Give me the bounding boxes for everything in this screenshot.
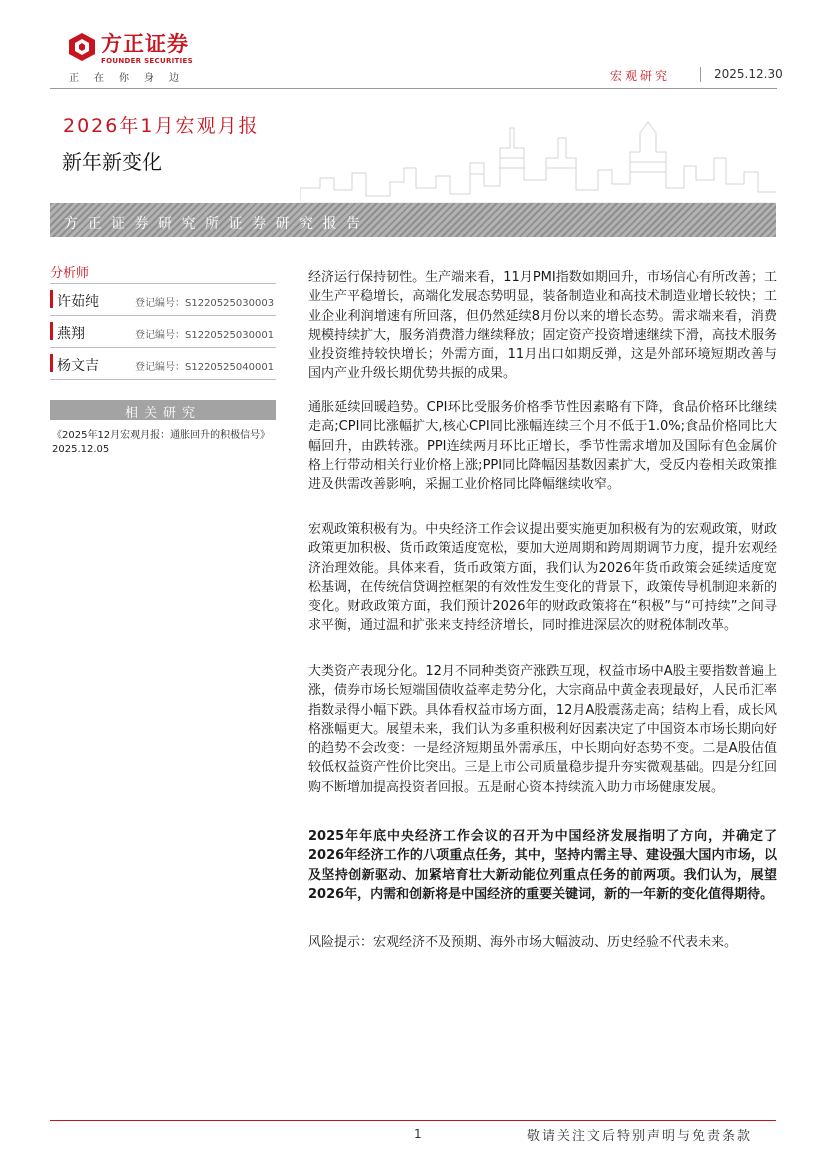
header-divider bbox=[50, 88, 777, 89]
related-research-title: 相关研究 bbox=[124, 406, 201, 421]
analyst-divider bbox=[50, 379, 276, 380]
analyst-name: 许茹纯 bbox=[57, 294, 99, 310]
analyst-divider bbox=[50, 315, 276, 316]
analyst-registration: 登记编号：S1220525040001 bbox=[135, 362, 275, 373]
analyst-name: 杨文吉 bbox=[57, 358, 99, 374]
report-title: 2026年1月宏观月报 bbox=[63, 115, 260, 137]
analyst-name: 燕翔 bbox=[57, 326, 85, 342]
analyst-marker bbox=[50, 354, 53, 372]
analyst-marker bbox=[50, 322, 53, 340]
analyst-section-title: 分析师 bbox=[50, 266, 90, 281]
analyst-divider bbox=[50, 283, 276, 284]
disclaimer-link[interactable]: 敬请关注文后特别声明与免责条款 bbox=[527, 1129, 753, 1144]
report-subtitle: 新年新变化 bbox=[62, 150, 162, 174]
city-skyline-decoration bbox=[300, 118, 776, 204]
paragraph-conclusion: 2025年年底中央经济工作会议的召开为中国经济发展指明了方向，并确定了2026年经济工作的八项重点任务，其中，坚持内需主导、建设强大国内市场，以及坚持创新驱动、加紧培育壮大新动能位列重点任务的前两项。我们认为，展望2026年，内需和创新将是中国经济的重要关键词，新的一年新的变化值得期待。 bbox=[308, 829, 777, 902]
footer-divider bbox=[50, 1120, 776, 1121]
risk-warning: 风险提示：宏观经济不及预期、海外市场大幅波动、历史经验不代表未来。 bbox=[308, 935, 738, 950]
logo-text-cn: 方正证券 bbox=[101, 32, 189, 56]
paragraph-policy: 宏观政策积极有为。中央经济工作会议提出要实施更加积极有为的宏观政策，财政政策更加积极、货币政策适度宽松，要加大逆周期和跨周期调节力度，提升宏观经济治理效能。具体来看，货币政策方面，我们认为2026年货币政策会延续适度宽松基调，在传统信贷调控框架的有效性发生变化的背景下，政策传导机制迎来新的变化。财政政策方面，我们预计2026年的财政政策将在“积极”与“可持续”之间寻求平衡，通过温和扩张来支持经济增长，同时推进深层次的财税体制改革。 bbox=[308, 522, 777, 634]
logo-text-en: FOUNDER SECURITIES bbox=[101, 57, 193, 65]
analyst-divider bbox=[50, 347, 276, 348]
related-research-link[interactable]: 《2025年12月宏观月报：通胀回升的积极信号》2025.12.05 bbox=[52, 430, 271, 455]
analyst-registration: 登记编号：S1220525030001 bbox=[135, 330, 275, 341]
report-category: 宏观研究 bbox=[610, 69, 671, 83]
analyst-marker bbox=[50, 290, 53, 308]
slogan: 正在你身边 bbox=[69, 73, 194, 84]
report-date: 2025.12.30 bbox=[714, 67, 783, 81]
founder-logo-icon bbox=[67, 32, 97, 62]
analyst-registration: 登记编号：S1220525030003 bbox=[135, 298, 275, 309]
paragraph-economy: 经济运行保持韧性。生产端来看，11月PMI指数如期回升，市场信心有所改善；工业生产平稳增长，高端化发展态势明显，装备制造业和高技术制造业增长较快；工业企业利润增速有所回落，但仍然延续8月份以来的增长态势。需求端来看，消费规模持续扩大，服务消费潜力继续释放；固定资产投资增速继续下滑，高技术服务业投资维持较快增长；外需方面，11月出口如期反弹，这是外部环境短期改善与国内产业升级长期优势共振的成果。 bbox=[308, 270, 777, 382]
paragraph-inflation: 通胀延续回暖趋势。CPI环比受服务价格季节性因素略有下降，食品价格环比继续走高;CPI同比涨幅扩大,核心CPI同比涨幅连续三个月不低于1.0%;食品价格同比大幅回升，由跌转涨。PPI连续两月环比正增长，季节性需求增加及国际有色金属价格上行带动相关行业价格上涨;PPI同比降幅因基数因素扩大，受反内卷相关政策推进及供需改善影响，采掘工业价格同比降幅继续收窄。 bbox=[308, 400, 777, 493]
band-text: 方正证券研究所证券研究报告 bbox=[64, 216, 370, 232]
page-number: 1 bbox=[414, 1127, 422, 1141]
paragraph-assets: 大类资产表现分化。12月不同种类资产涨跌互现，权益市场中A股主要指数普遍上涨，债券市场长短端国债收益率走势分化，大宗商品中黄金表现最好，人民币汇率指数录得小幅下跌。具体看权益市场方面，12月A股震荡走高；结构上看，成长风格涨幅更大。展望未来，我们认为多重积极利好因素决定了中国资本市场长期向好的趋势不会改变：一是经济短期虽外需承压，中长期向好态势不变。二是A股估值较低权益资产性价比突出。三是上市公司质量稳步提升夯实微观基础。四是分红回购不断增加提高投资者回报。五是耐心资本持续流入助力市场健康发展。 bbox=[308, 664, 777, 795]
header-separator bbox=[700, 67, 701, 82]
